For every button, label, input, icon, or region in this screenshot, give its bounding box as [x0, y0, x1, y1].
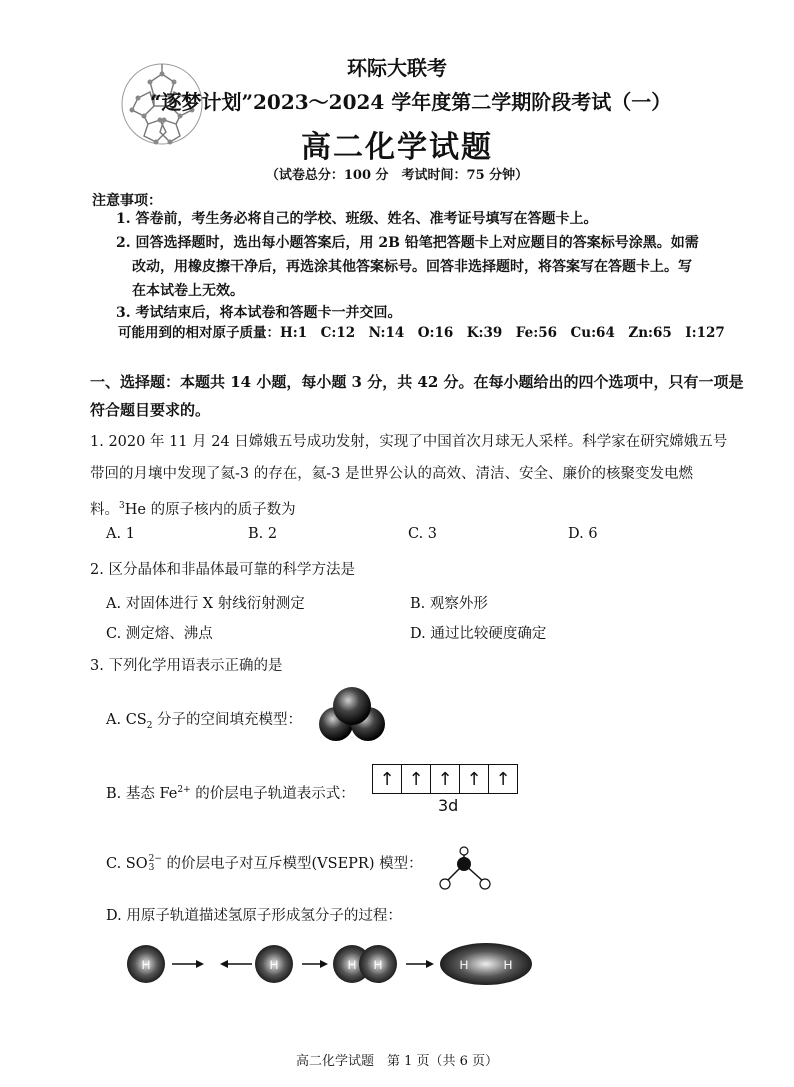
up-arrow-icon: ↑: [373, 765, 402, 793]
notice-item: 2. 回答选择题时，选出每小题答案后，用 2B 铅笔把答题卡上对应题目的答案标号涂黑。如需: [116, 235, 699, 251]
h2-formation-diagram: [124, 938, 544, 990]
notice-item: 改动，用橡皮擦干净后，再选涂其他答案标号。回答非选择题时，将答案写在答题卡上。写: [132, 259, 692, 275]
fe2-orbital-diagram: [372, 764, 518, 794]
atom-label: H: [503, 958, 513, 972]
q3-option-c[interactable]: C. SO 2− 3 的价层电子对互斥模型(VSEPR) 模型：: [106, 854, 423, 873]
up-arrow-icon: ↑: [402, 765, 431, 793]
up-arrow-icon: ↑: [460, 765, 489, 793]
atom-label: H: [269, 958, 279, 972]
q1-option-c[interactable]: C. 3: [408, 526, 438, 542]
atom-label: H: [141, 958, 151, 972]
section-heading: [90, 368, 770, 424]
page-footer: 高二化学试题 第 1 页（共 6 页）: [295, 1054, 499, 1069]
q1-option-a[interactable]: A. 1: [106, 526, 135, 542]
cs2-space-filling-model: [316, 684, 388, 746]
arrow-right-icon: [320, 960, 328, 968]
q3-option-b[interactable]: B. 基态 $Fe^{2+}$ 的价层电子轨道表示式：: [106, 785, 355, 802]
orbital-label: 3d: [438, 796, 459, 815]
atom-label: H: [347, 958, 357, 972]
section-line: 符合题目要求的。: [90, 401, 211, 419]
vsepr-model: [434, 846, 494, 894]
exam-name: “逐梦计划”2023～2024 学年度第二学期阶段考试（一）: [150, 90, 672, 114]
q2-option-a[interactable]: A. 对固体进行 X 射线衍射测定: [106, 596, 305, 612]
page-title: 高二化学试题: [301, 130, 493, 165]
q1-line: 料。$^3$He 的原子核内的质子数为: [90, 501, 296, 518]
arrow-left-icon: [220, 960, 228, 968]
q3-option-d[interactable]: D. 用原子轨道描述氢原子形成氢分子的过程：: [106, 908, 402, 924]
q1-option-d[interactable]: D. 6: [568, 526, 598, 542]
exam-org: 环际大联考: [347, 56, 447, 80]
notice-heading: 注意事项：: [92, 193, 162, 209]
question-1: [90, 428, 770, 524]
q1-line: 带回的月壤中发现了氦-3 的存在，氦-3 是世界公认的高效、清洁、安全、廉价的核聚变发电燃: [90, 466, 693, 482]
up-arrow-icon: ↑: [431, 765, 460, 793]
exam-meta: （试卷总分：100 分 考试时间：75 分钟）: [265, 168, 529, 183]
atom-label: H: [459, 958, 469, 972]
q2-option-c[interactable]: C. 测定熔、沸点: [106, 626, 213, 642]
q2-option-b[interactable]: B. 观察外形: [410, 596, 488, 612]
q2-option-d[interactable]: D. 通过比较硬度确定: [410, 626, 547, 642]
q2-stem: 2. 区分晶体和非晶体最可靠的科学方法是: [90, 562, 355, 578]
q1-option-b[interactable]: B. 2: [248, 526, 278, 542]
q3-option-a[interactable]: A. $CS_2$ 分子的空间填充模型：: [106, 712, 303, 731]
up-arrow-icon: ↑: [495, 768, 511, 790]
q3-stem: 3. 下列化学用语表示正确的是: [90, 658, 283, 674]
atomic-masses: 可能用到的相对原子质量：H:1 C:12 N:14 O:16 K:39 Fe:56 Cu:64 Zn:65 I:127: [118, 325, 725, 341]
arrow-right-icon: [196, 960, 204, 968]
notice-item: 3. 考试结束后，将本试卷和答题卡一并交回。: [116, 305, 402, 321]
section-line: 一、选择题：本题共 14 小题，每小题 3 分，共 42 分。在每小题给出的四个选项中，只有一项是: [90, 373, 744, 391]
notice-item: 1. 答卷前，考生务必将自己的学校、班级、姓名、准考证号填写在答题卡上。: [116, 211, 598, 227]
q1-line: 1. 2020 年 11 月 24 日嫦娥五号成功发射，实现了中国首次月球无人采样。科学家在研究嫦娥五号: [90, 434, 728, 450]
atom-label: H: [373, 958, 383, 972]
notice-item: 在本试卷上无效。: [132, 283, 244, 299]
h2-molecule: [440, 943, 532, 985]
arrow-right-icon: [426, 960, 434, 968]
